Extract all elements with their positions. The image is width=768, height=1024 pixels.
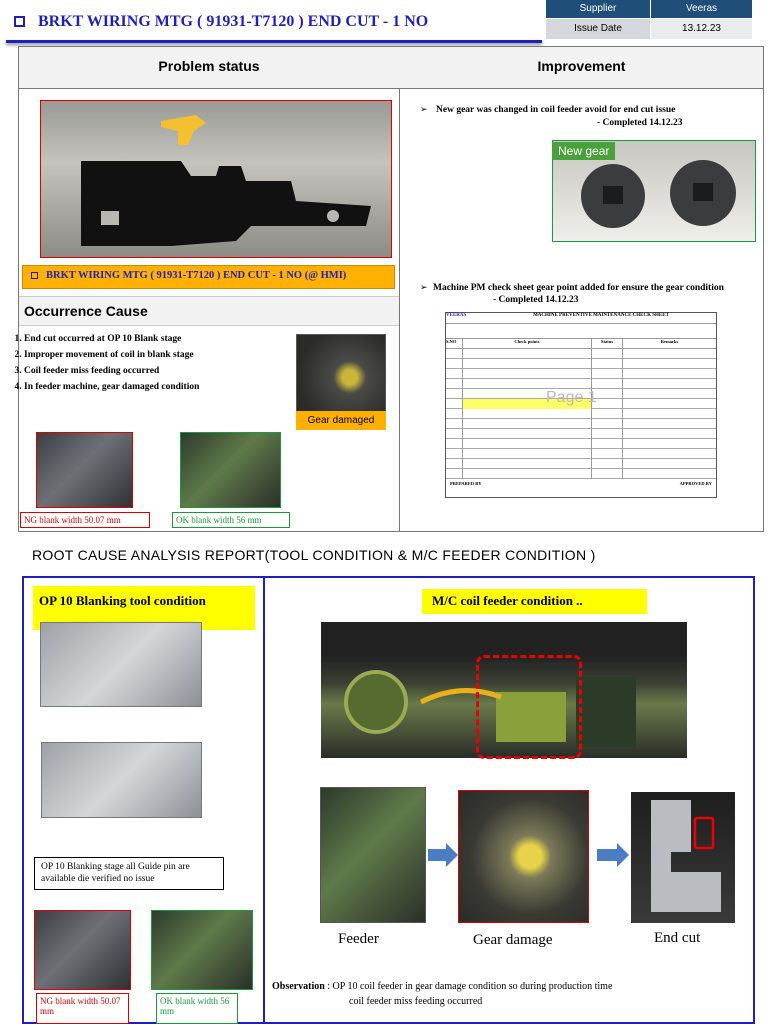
highlight-box	[476, 655, 582, 759]
sheet-prepared: PREPARED BY	[450, 481, 482, 486]
arrow-right-icon	[428, 843, 458, 867]
tool-heading: OP 10 Blanking tool condition	[33, 586, 255, 630]
improvement-heading: Improvement	[537, 58, 626, 74]
cause-item: 2. Improper movement of coil in blank stage	[24, 350, 298, 360]
sheet-approved: APPROVED BY	[679, 481, 712, 486]
observation-text: : OP 10 coil feeder in gear damage condition so during production time	[327, 981, 613, 992]
caption-gear-damage: Gear damage	[473, 932, 553, 948]
tool-note: OP 10 Blanking stage all Guide pin are available die verified no issue	[34, 857, 224, 890]
cause-item: 3. Coil feeder miss feeding occurred	[24, 366, 298, 376]
cause-heading: Occurrence Cause	[24, 303, 148, 319]
rca-ok-caliper-photo	[151, 910, 253, 990]
supplier-value: Veeras	[651, 0, 752, 18]
banner-checkbox-icon	[31, 272, 38, 279]
ok-caliper-photo	[180, 432, 281, 508]
title-checkbox-icon	[14, 16, 25, 27]
supplier-label: Supplier	[546, 0, 651, 18]
observation-block	[272, 980, 742, 1009]
sheet-col-remarks: Remarks	[660, 339, 679, 344]
arrow-right-icon	[597, 843, 629, 867]
gear-damaged-label: Gear damaged	[296, 411, 386, 430]
pm-check-sheet	[445, 312, 717, 498]
issue-date-value: 13.12.23	[651, 19, 752, 39]
observation-text-line2: coil feeder miss feeding occurred	[349, 995, 483, 1007]
sheet-title: MACHINE PREVENTIVE MAINTENANCE CHECK SHEET	[533, 313, 669, 318]
sheet-watermark: Page 1	[546, 389, 597, 406]
cause-item: 1. End cut occurred at OP 10 Blank stage	[24, 334, 298, 344]
bracket-part-drawing	[41, 101, 391, 257]
page-title: BRKT WIRING MTG ( 91931-T7120 ) END CUT - 1 NO	[38, 13, 429, 30]
ok-width-label: OK blank width 56 mm	[172, 512, 290, 528]
supplier-table	[546, 0, 752, 38]
tool-photo-bottom	[41, 742, 202, 818]
title-underline	[6, 40, 542, 43]
tool-photo-top	[40, 622, 202, 707]
arrow-bullet-icon: ➢	[420, 282, 428, 292]
ng-width-label: NG blank width 50.07 mm	[20, 512, 150, 528]
ng-caliper-photo	[36, 432, 133, 508]
issue-date-label: Issue Date	[546, 19, 651, 39]
problem-banner-text: BRKT WIRING MTG ( 91931-T7120 ) END CUT - 1 NO (@ HMI)	[46, 270, 347, 281]
rca-ok-width-label: OK blank width 56 mm	[156, 993, 238, 1024]
end-cut-part-drawing	[631, 792, 735, 923]
improvement-point-1-status: - Completed 14.12.23	[597, 118, 683, 128]
feeder-heading: M/C coil feeder condition ..	[422, 589, 647, 614]
sheet-rows	[446, 349, 716, 479]
gear-damage-photo	[458, 790, 589, 923]
arrow-bullet-icon: ➢	[420, 104, 428, 114]
rca-ng-width-label: NG blank width 50.07 mm	[36, 993, 129, 1024]
machine-overview-photo	[321, 622, 687, 758]
caption-feeder: Feeder	[338, 931, 379, 947]
panel-divider	[399, 46, 400, 532]
sheet-col-check: Check points	[463, 339, 592, 348]
observation-label: Observation	[272, 981, 325, 992]
improvement-point-2-status: - Completed 14.12.23	[493, 295, 579, 305]
feeder-photo	[320, 787, 426, 923]
cause-item: 4. In feeder machine, gear damaged condition	[24, 382, 298, 392]
caption-end-cut: End cut	[654, 930, 701, 946]
rca-title: ROOT CAUSE ANALYSIS REPORT(TOOL CONDITION & M/C FEEDER CONDITION )	[32, 547, 596, 563]
sheet-logo: VEERAS	[446, 313, 467, 318]
sheet-col-sno: S.NO	[446, 339, 463, 348]
end-cut-photo	[631, 792, 735, 923]
new-gear-label: New gear	[552, 142, 615, 160]
problem-heading: Problem status	[158, 58, 260, 74]
lower-panel-divider	[263, 576, 265, 1024]
improvement-point-1: New gear was changed in coil feeder avoid for end cut issue	[436, 105, 676, 115]
improvement-point-2: Machine PM check sheet gear point added for ensure the gear condition	[433, 283, 724, 293]
problem-part-photo	[40, 100, 392, 258]
sheet-col-status: Status	[592, 339, 623, 348]
rca-ng-caliper-photo	[34, 910, 131, 990]
cause-list	[8, 334, 298, 398]
